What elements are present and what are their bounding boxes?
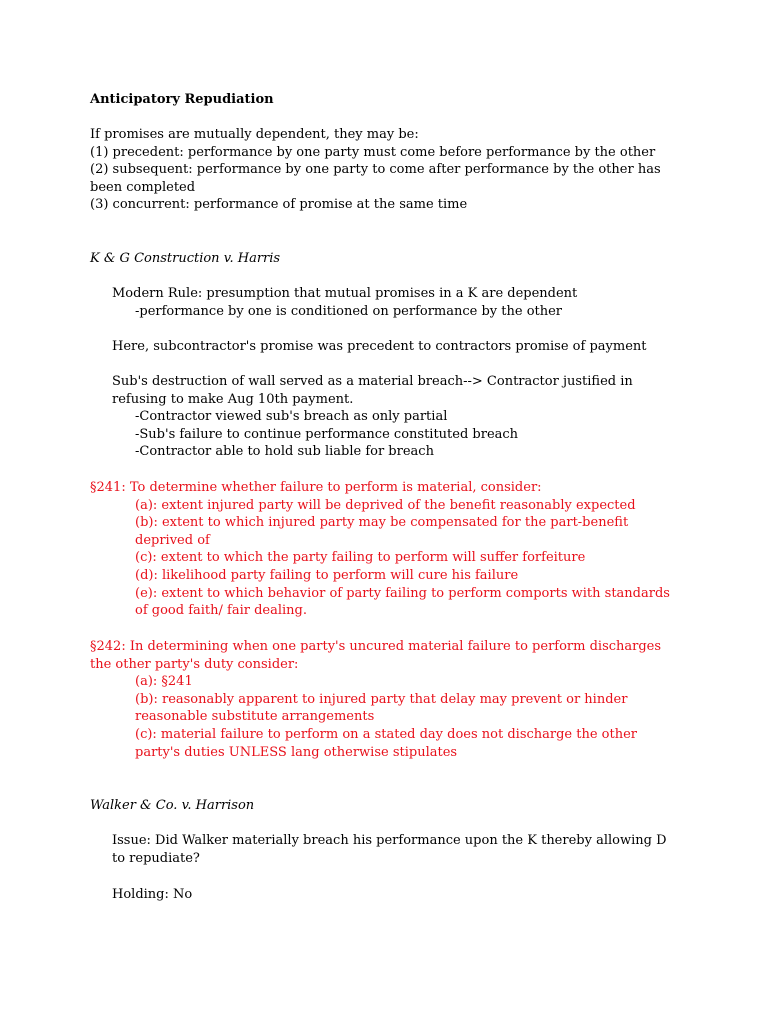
- case-name-walker: Walker & Co. v. Harrison: [90, 798, 255, 813]
- section-241-item: (c): extent to which the party failing to perform will suffer forfeiture: [135, 550, 586, 566]
- here-statement: Here, subcontractor's promise was precedent to contractors promise of payment: [112, 339, 647, 354]
- breach-point: -Contractor able to hold sub liable for breach: [135, 444, 434, 460]
- issue-statement: Issue: Did Walker materially breach his performance upon the K thereby allowing D to repudiate?: [112, 833, 667, 866]
- modern-rule: Modern Rule: presumption that mutual promises in a K are dependent: [112, 286, 578, 301]
- modern-rule-section: [112, 285, 680, 320]
- section-242-item: (b): reasonably apparent to injured party that delay may prevent or hinder reasonable substitute arrangements: [135, 691, 628, 725]
- section-242-heading: §242: In determining when one party's uncured material failure to perform discharges the other party's duty consider:: [90, 639, 662, 672]
- case-name-kg-construction: K & G Construction v. Harris: [90, 251, 281, 266]
- section-241-item: (a): extent injured party will be deprived of the benefit reasonably expected: [135, 497, 636, 513]
- breach-statement: Sub's destruction of wall served as a material breach--> Contractor justified in refusing to make Aug 10th payment.: [112, 374, 633, 407]
- section-241: [90, 479, 680, 620]
- intro-lead: If promises are mutually dependent, they may be:: [90, 127, 419, 142]
- section-241-heading: §241: To determine whether failure to perform is material, consider:: [90, 480, 542, 495]
- section-242-item: (a): §241: [135, 674, 193, 690]
- breach-section: [112, 373, 680, 461]
- breach-point: -Contractor viewed sub's breach as only partial: [135, 409, 448, 425]
- intro-item: (3) concurrent: performance of promise at the same time: [90, 197, 468, 213]
- intro-section: [90, 126, 680, 214]
- section-242: [90, 638, 680, 761]
- modern-rule-detail: -performance by one is conditioned on performance by the other: [135, 303, 563, 319]
- section-242-item: (c): material failure to perform on a stated day does not discharge the other party's duties UNLESS lang otherwise stipulates: [135, 726, 638, 760]
- section-241-item: (d): likelihood party failing to perform will cure his failure: [135, 567, 519, 583]
- holding-statement: Holding: No: [112, 887, 193, 902]
- document-title: Anticipatory Repudiation: [90, 92, 274, 107]
- section-241-item: (b): extent to which injured party may be compensated for the part-benefit deprived of: [135, 515, 629, 548]
- intro-item: (1) precedent: performance by one party must come before performance by the other: [90, 144, 656, 160]
- breach-point: -Sub's failure to continue performance constituted breach: [135, 426, 519, 442]
- section-241-item: (e): extent to which behavior of party failing to perform comports with standards of good faith/ fair dealing.: [135, 585, 670, 619]
- intro-item: (2) subsequent: performance by one party to come after performance by the other has been completed: [90, 162, 661, 195]
